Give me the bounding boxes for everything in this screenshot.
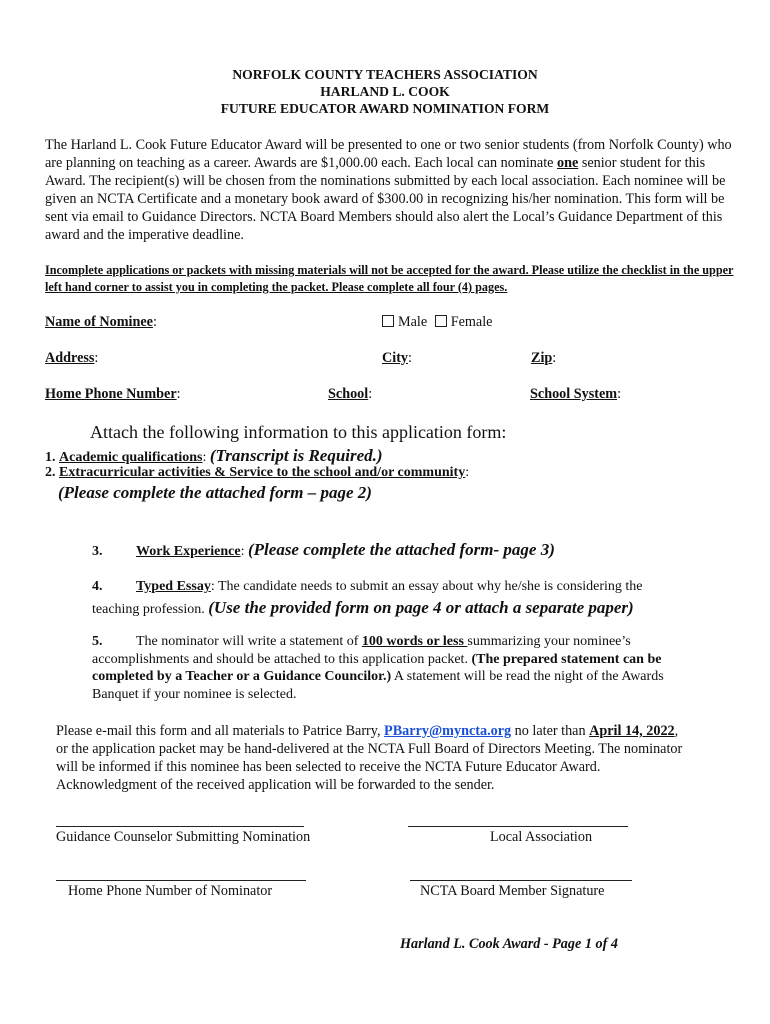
- email-text2: no later than: [511, 723, 590, 739]
- item-number: 5.: [92, 634, 103, 649]
- nominator-phone-label: Home Phone Number of Nominator: [68, 883, 273, 899]
- item-work-experience: [92, 540, 555, 560]
- page-footer: Harland L. Cook Award - Page 1 of 4: [400, 936, 618, 952]
- address-label: Address: [45, 350, 95, 366]
- school-label: School: [328, 386, 369, 402]
- item-essay-text: : The candidate needs to submit an essay about why he/she is considering the teaching profession.: [92, 579, 643, 617]
- address-field[interactable]: [45, 350, 98, 367]
- local-association-label: Local Association: [490, 829, 593, 845]
- name-of-nominee-label: Name of Nominee: [45, 314, 153, 330]
- home-phone-label: Home Phone Number: [45, 386, 177, 402]
- item5-text3: A statement will be read the night of the Awards Banquet if your nominee is selected.: [92, 669, 664, 702]
- intro-part1: The Harland L. Cook Future Educator Award will be presented to one or two senior students (from Norfolk County) who are planning on teaching as a career. Awards are $1,000.00 each. Each local can nominate: [45, 137, 732, 171]
- intro-emphasis: one: [556, 155, 579, 171]
- header-association: NORFOLK COUNTY TEACHERS ASSOCIATION: [232, 67, 538, 82]
- colon: :: [202, 450, 207, 465]
- colon: :: [617, 386, 622, 402]
- board-member-signature-label: NCTA Board Member Signature: [420, 883, 605, 899]
- item-number: 4.: [92, 579, 103, 594]
- city-label: City: [382, 350, 409, 366]
- colon: :: [408, 350, 412, 366]
- email-text3: , or the application packet may be hand-delivered at the NCTA Full Board of Directors Meeting. The nominator will be informed if this nominee has been selected to receive the NCTA Future Educator Award. Acknowledgment of the received application will be forwarded to the sender.: [56, 723, 683, 793]
- local-association-line[interactable]: [408, 826, 628, 827]
- male-label: Male: [398, 314, 428, 330]
- item5-word-limit: 100 words or less: [361, 634, 468, 649]
- item-work-label: Work Experience: [136, 544, 241, 559]
- email-text1: Please e-mail this form and all materials to Patrice Barry,: [56, 723, 385, 739]
- item-academic-label: Academic qualifications: [59, 450, 203, 465]
- item-number: 3.: [92, 544, 103, 559]
- submission-instructions: [56, 722, 686, 794]
- name-of-nominee-field[interactable]: [45, 314, 157, 331]
- female-label: Female: [450, 314, 493, 330]
- zip-field[interactable]: [531, 350, 556, 367]
- item-academic-note: (Transcript is Required.): [209, 446, 383, 465]
- intro-part2: senior student for this Award. The recipient(s) will be chosen from the nominations submitted by each local association. Each nominee will be given an NCTA Certificate and a monetary book award of $300.00 in recognizing his/her nomination. This form will be sent via email to Guidance Directors. NCTA Board Members should also alert the Local’s Guidance Department of this award and the imperative deadline.: [45, 155, 726, 243]
- board-member-signature-line[interactable]: [410, 880, 632, 881]
- item5-prepared-statement: (The prepared statement can be completed by a Teacher or a Guidance Councilor.): [92, 651, 662, 684]
- item5-text1: The nominator will write a statement of: [136, 634, 362, 649]
- gender-options: [382, 314, 492, 331]
- item-extracurricular: [45, 465, 469, 481]
- deadline-date: April 14, 2022: [589, 723, 675, 739]
- colon: :: [465, 465, 470, 480]
- item-number: 1.: [45, 450, 56, 465]
- item-academic: [45, 446, 383, 466]
- male-checkbox[interactable]: [382, 315, 394, 327]
- item-nominator-statement: [92, 633, 682, 703]
- warning-notice: Incomplete applications or packets with missing materials will not be accepted for the award. Please utilize the checklist in the upper left hand corner to assist you in completing the packet. Please complete all four (4) pages.: [45, 263, 734, 294]
- header-form-title: FUTURE EDUCATOR AWARD NOMINATION FORM: [220, 101, 550, 116]
- item-essay: [92, 576, 692, 620]
- intro-paragraph: [45, 136, 735, 244]
- colon: :: [152, 314, 157, 330]
- city-field[interactable]: [382, 350, 412, 367]
- attach-title: Attach the following information to this application form:: [90, 422, 507, 442]
- colon: :: [176, 386, 181, 402]
- colon: :: [240, 544, 245, 559]
- colon: :: [368, 386, 373, 402]
- item5-text2: summarizing your nominee’s accomplishments and should be attached to this application packet.: [92, 634, 631, 667]
- zip-label: Zip: [531, 350, 553, 366]
- item-essay-note: (Use the provided form on page 4 or attach a separate paper): [208, 598, 634, 617]
- email-link[interactable]: PBarry@myncta.org: [384, 723, 512, 739]
- counselor-signature-line[interactable]: [56, 826, 304, 827]
- school-system-field[interactable]: [530, 386, 621, 403]
- female-checkbox[interactable]: [435, 315, 447, 327]
- home-phone-field[interactable]: [45, 386, 181, 403]
- item-extracurricular-note: (Please complete the attached form – page 2): [58, 483, 372, 502]
- colon: :: [552, 350, 557, 366]
- item-extracurricular-label: Extracurricular activities & Service to the school and/or community: [59, 465, 466, 480]
- nominator-phone-line[interactable]: [56, 880, 306, 881]
- counselor-signature-label: Guidance Counselor Submitting Nomination: [56, 829, 311, 845]
- header-award-name: HARLAND L. COOK: [320, 84, 450, 99]
- item-work-note: (Please complete the attached form- page 3): [248, 540, 555, 559]
- item-number: 2.: [45, 465, 56, 480]
- form-header: [0, 66, 770, 117]
- school-system-label: School System: [530, 386, 618, 402]
- school-field[interactable]: [328, 386, 372, 403]
- item-essay-label: Typed Essay: [136, 579, 211, 594]
- colon: :: [94, 350, 99, 366]
